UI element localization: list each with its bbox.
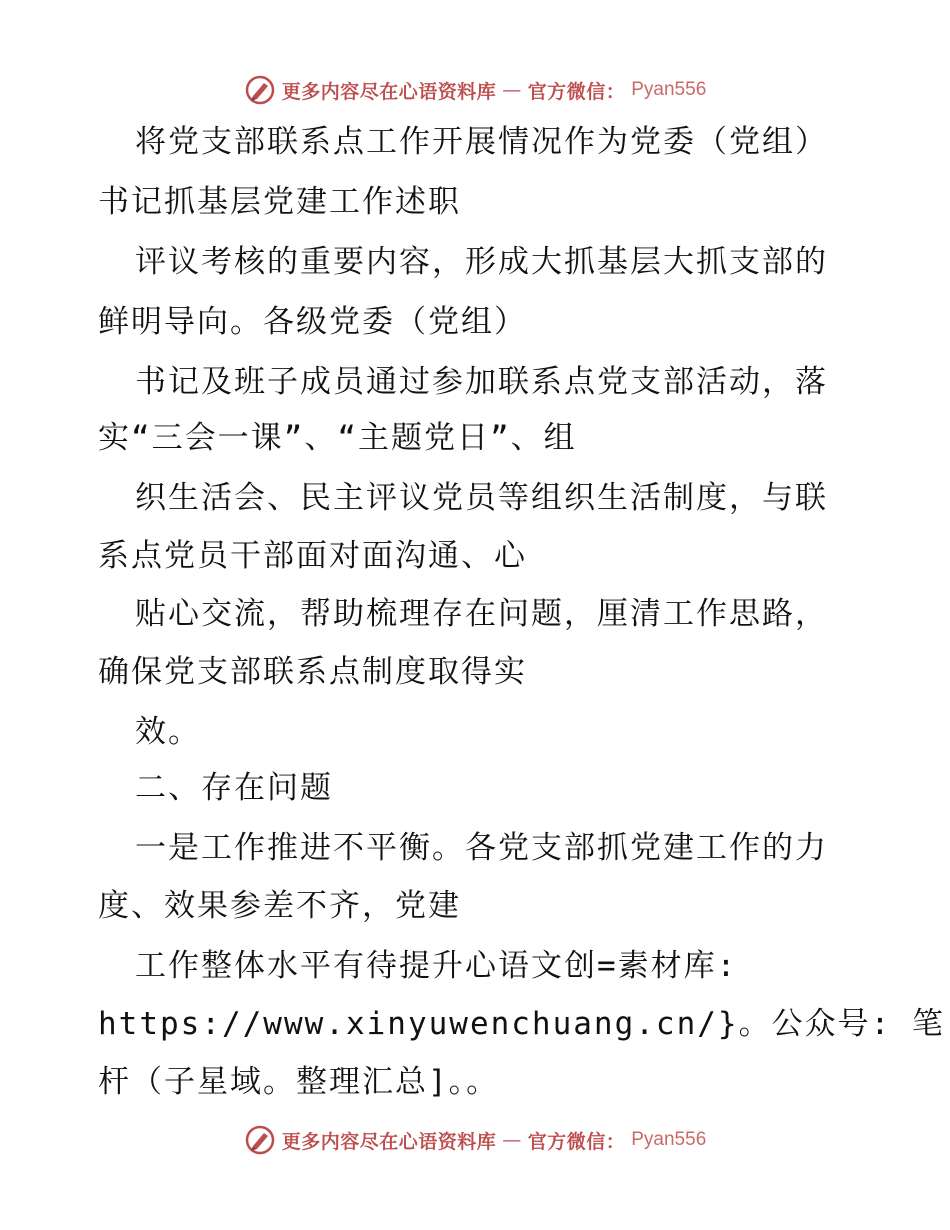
banner-dash: — bbox=[502, 79, 522, 101]
pen-logo-icon bbox=[244, 1124, 276, 1156]
text-line: 确保党支部联系点制度取得实 bbox=[98, 654, 527, 690]
banner-text: 更多内容尽在心语资料库 bbox=[281, 80, 497, 103]
url-line: https://www.xinyuwenchuang.cn/}。公众号: 笔 bbox=[98, 1006, 945, 1042]
banner-wechat-label: 官方微信： bbox=[527, 1130, 626, 1153]
section-heading: 二、存在问题 bbox=[135, 770, 333, 806]
text-line: 实“三会一课”、“主题党日”、组 bbox=[98, 420, 577, 456]
text-line: 杆（子星域。整理汇总]。。 bbox=[98, 1064, 500, 1100]
banner-wechat-account: Pyan556 bbox=[631, 1129, 707, 1150]
banner-text: 更多内容尽在心语资料库 bbox=[281, 1130, 497, 1153]
banner-content bbox=[244, 1124, 707, 1156]
banner-wechat-label: 官方微信： bbox=[527, 80, 626, 103]
text-line: 鲜明导向。各级党委（党组） bbox=[98, 304, 527, 340]
text-line: 效。 bbox=[135, 714, 201, 750]
text-line: 书记及班子成员通过参加联系点党支部活动，落 bbox=[135, 364, 828, 400]
text-line: 一是工作推进不平衡。各党支部抓党建工作的力 bbox=[135, 830, 828, 866]
pen-logo-icon bbox=[244, 74, 276, 106]
banner-dash: — bbox=[502, 1129, 522, 1151]
text-line: 评议考核的重要内容，形成大抓基层大抓支部的 bbox=[135, 244, 828, 280]
text-line: 度、效果参差不齐，党建 bbox=[98, 888, 461, 924]
footer-banner bbox=[0, 1120, 950, 1160]
text-line: 贴心交流，帮助梳理存在问题，厘清工作思路， bbox=[135, 596, 828, 632]
banner-content bbox=[244, 74, 707, 106]
text-line: 系点党员干部面对面沟通、心 bbox=[98, 538, 527, 574]
text-line: 将党支部联系点工作开展情况作为党委（党组） bbox=[135, 124, 828, 160]
text-line: 书记抓基层党建工作述职 bbox=[98, 184, 461, 220]
banner-wechat-account: Pyan556 bbox=[631, 79, 707, 100]
text-line: 织生活会、民主评议党员等组织生活制度，与联 bbox=[135, 480, 828, 516]
text-line: 工作整体水平有待提升心语文创=素材库: bbox=[135, 948, 738, 984]
header-banner bbox=[0, 70, 950, 110]
